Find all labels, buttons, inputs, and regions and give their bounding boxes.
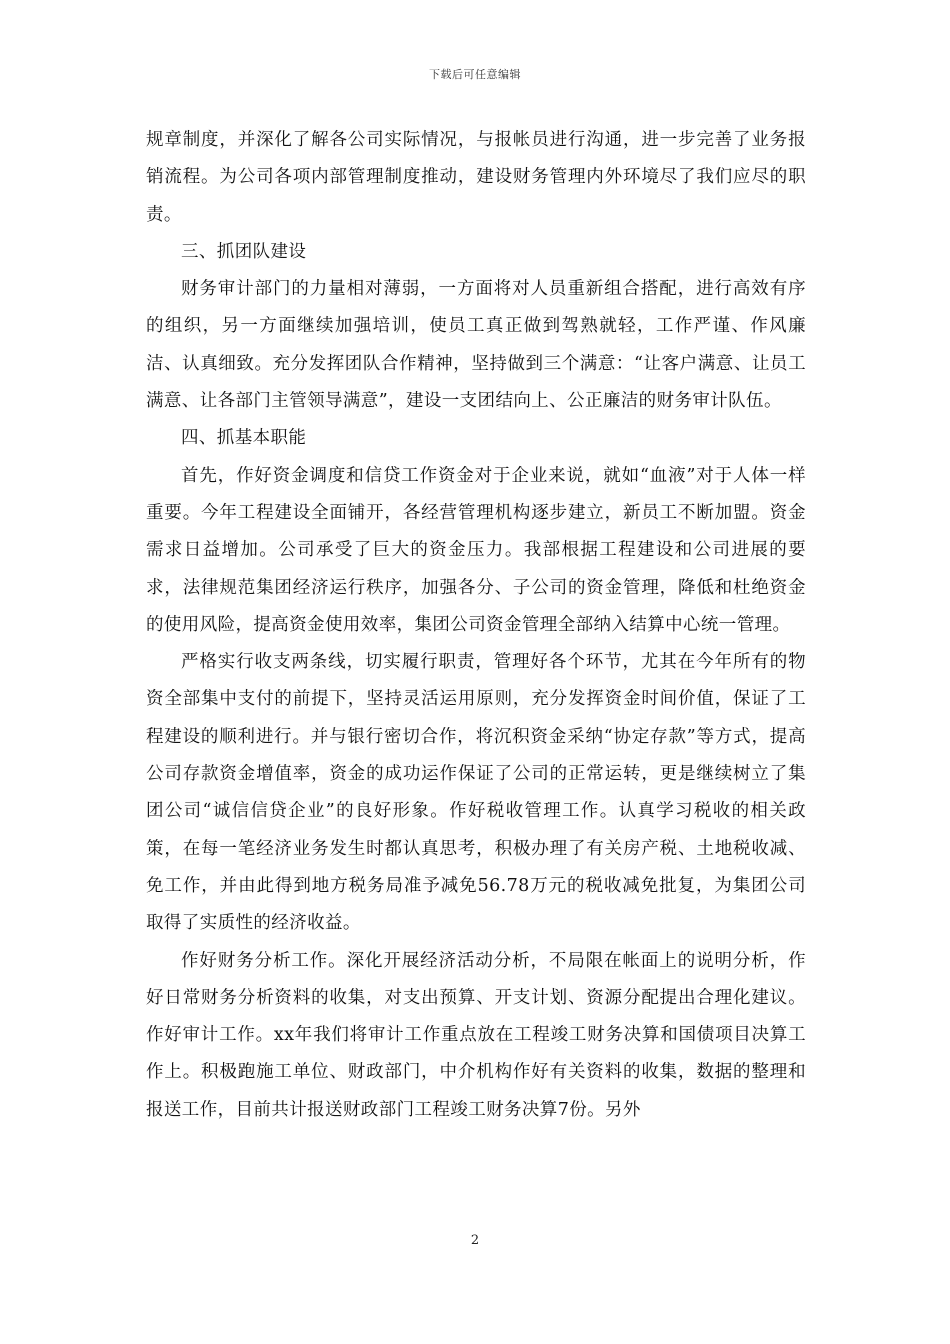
paragraph-team: 财务审计部门的力量相对薄弱，一方面将对人员重新组合搭配，进行高效有序的组织，另一方面继续加强培训，使员工真正做到驾熟就轻，工作严谨、作风廉洁、认真细致。充分发挥团队合作精神，坚持做到三个满意：“让客户满意、让员工满意、让各部门主管领导满意”，建设一支团结向上、公正廉洁的财务审计队伍。 [146,279,806,412]
section-heading-basic-functions: 四、抓基本职能 [181,428,307,449]
paragraph-continued: 规章制度，并深化了解各公司实际情况，与报帐员进行沟通，进一步完善了业务报销流程。为公司各项内部管理制度推动，建设财务管理内外环境尽了我们应尽的职责。 [146,130,806,225]
paragraph-financial-analysis: 作好财务分析工作。深化开展经济活动分析，不局限在帐面上的说明分析，作好日常财务分析资料的收集，对支出预算、开支计划、资源分配提出合理化建议。作好审计工作。xx年我们将审计工作重点放在工程竣工财务决算和国债项目决算工作上。积极跑施工单位、财政部门，中介机构作好有关资料的收集，数据的整理和报送工作，目前共计报送财政部门工程竣工财务决算7份。另外 [146,950,806,1120]
page-number: 2 [470,1233,480,1248]
section-heading-team-building: 三、抓团队建设 [181,241,307,262]
page-header: 下载后可任意编辑 [429,68,521,81]
document-body [146,122,806,1129]
paragraph-funds: 首先，作好资金调度和信贷工作资金对于企业来说，就如“血液”对于人体一样重要。今年工程建设全面铺开，各经营管理机构逐步建立，新员工不断加盟。资金需求日益增加。公司承受了巨大的资金压力。我部根据工程建设和公司进展的要求，法律规范集团经济运行秩序，加强各分、子公司的资金管理，降低和杜绝资金的使用风险，提高资金使用效率，集团公司资金管理全部纳入结算中心统一管理。 [146,465,806,635]
paragraph-revenue-expense: 严格实行收支两条线，切实履行职责，管理好各个环节，尤其在今年所有的物资全部集中支付的前提下，坚持灵活运用原则，充分发挥资金时间价值，保证了工程建设的顺利进行。并与银行密切合作，将沉积资金采纳“协定存款”等方式，提高公司存款资金增值率，资金的成功运作保证了公司的正常运转，更是继续树立了集团公司“诚信信贷企业”的良好形象。作好税收管理工作。认真学习税收的相关政策，在每一笔经济业务发生时都认真思考，积极办理了有关房产税、土地税收减、免工作，并由此得到地方税务局准予减免56.78万元的税收减免批复，为集团公司取得了实质性的经济收益。 [146,652,806,934]
